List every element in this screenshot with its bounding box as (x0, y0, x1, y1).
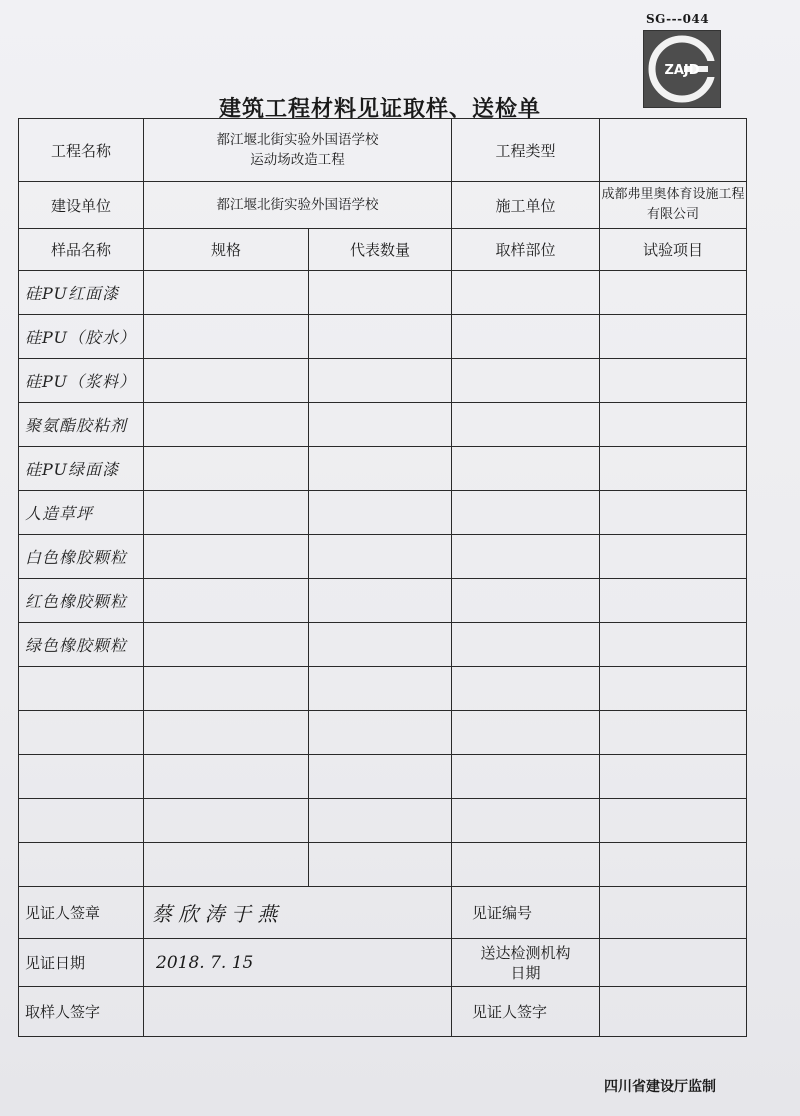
witness-seal-label: 见证人签章 (19, 887, 144, 939)
table-row (19, 491, 747, 535)
column-header-test-item: 试验项目 (600, 229, 747, 271)
column-header-spec: 规格 (144, 229, 309, 271)
sampler-signature-value (144, 987, 452, 1037)
column-header-position: 取样部位 (452, 229, 600, 271)
table-row (19, 315, 747, 359)
table-row (19, 535, 747, 579)
witness-number-label: 见证编号 (452, 887, 600, 939)
project-name-label: 工程名称 (19, 119, 144, 182)
table-row (19, 623, 747, 667)
delivery-date-value (600, 939, 747, 987)
contractor-label: 施工单位 (452, 182, 600, 229)
table-row (19, 359, 747, 403)
witness-number-value (600, 887, 747, 939)
table-row (19, 403, 747, 447)
builder-label: 建设单位 (19, 182, 144, 229)
table-row (19, 755, 747, 799)
witness-date-value: 2018. 7. 15 (144, 939, 452, 987)
column-header-quantity: 代表数量 (309, 229, 452, 271)
sample-name-cell (19, 755, 144, 799)
table-row (19, 447, 747, 491)
sample-name-cell: 白色橡胶颗粒 (19, 535, 144, 579)
sample-name-cell: 聚氨酯胶粘剂 (19, 403, 144, 447)
sample-name-cell: 绿色橡胶颗粒 (19, 623, 144, 667)
delivery-date-label-line2: 日期 (510, 963, 541, 982)
witness-signature-value (600, 987, 747, 1037)
witness-date-label: 见证日期 (19, 939, 144, 987)
project-name-line2: 运动场改造工程 (250, 152, 345, 168)
form-code: SG---044 (646, 12, 710, 26)
witness-signature: 蔡 欣 涛 于 燕 (144, 887, 452, 939)
table-row (19, 711, 747, 755)
table-row (19, 271, 747, 315)
svg-text:ZAJD: ZAJD (664, 63, 700, 78)
sample-name-cell: 红色橡胶颗粒 (19, 579, 144, 623)
sample-name-cell (19, 667, 144, 711)
sampler-signature-label: 取样人签字 (19, 987, 144, 1037)
delivery-date-label-line1: 送达检测机构 (480, 943, 571, 962)
table-row (19, 799, 747, 843)
table-row (19, 843, 747, 887)
table-row (19, 579, 747, 623)
sample-name-cell: 硅PU（浆料） (19, 359, 144, 403)
project-name-line1: 都江堰北街实验外国语学校 (216, 132, 379, 148)
contractor-value: 成都弗里奥体育设施工程有限公司 (600, 182, 747, 229)
project-name-value (144, 119, 452, 182)
table-row (19, 667, 747, 711)
sample-name-cell (19, 843, 144, 887)
column-header-sample-name: 样品名称 (19, 229, 144, 271)
sample-name-cell: 硅PU红面漆 (19, 271, 144, 315)
zajd-logo (643, 30, 721, 108)
delivery-date-label (452, 939, 600, 987)
supervisor-note: 四川省建设厅监制 (604, 1079, 716, 1095)
builder-value: 都江堰北街实验外国语学校 (144, 182, 452, 229)
witness-signature-label: 见证人签字 (452, 987, 600, 1037)
page-title: 建筑工程材料见证取样、送检单 (218, 97, 541, 122)
sample-name-cell: 硅PU绿面漆 (19, 447, 144, 491)
project-type-label: 工程类型 (452, 119, 600, 182)
sample-name-cell (19, 799, 144, 843)
project-type-value (600, 119, 747, 182)
sample-name-cell: 人造草坪 (19, 491, 144, 535)
sample-name-cell: 硅PU（胶水） (19, 315, 144, 359)
sample-name-cell (19, 711, 144, 755)
sampling-form-table (18, 118, 746, 1037)
